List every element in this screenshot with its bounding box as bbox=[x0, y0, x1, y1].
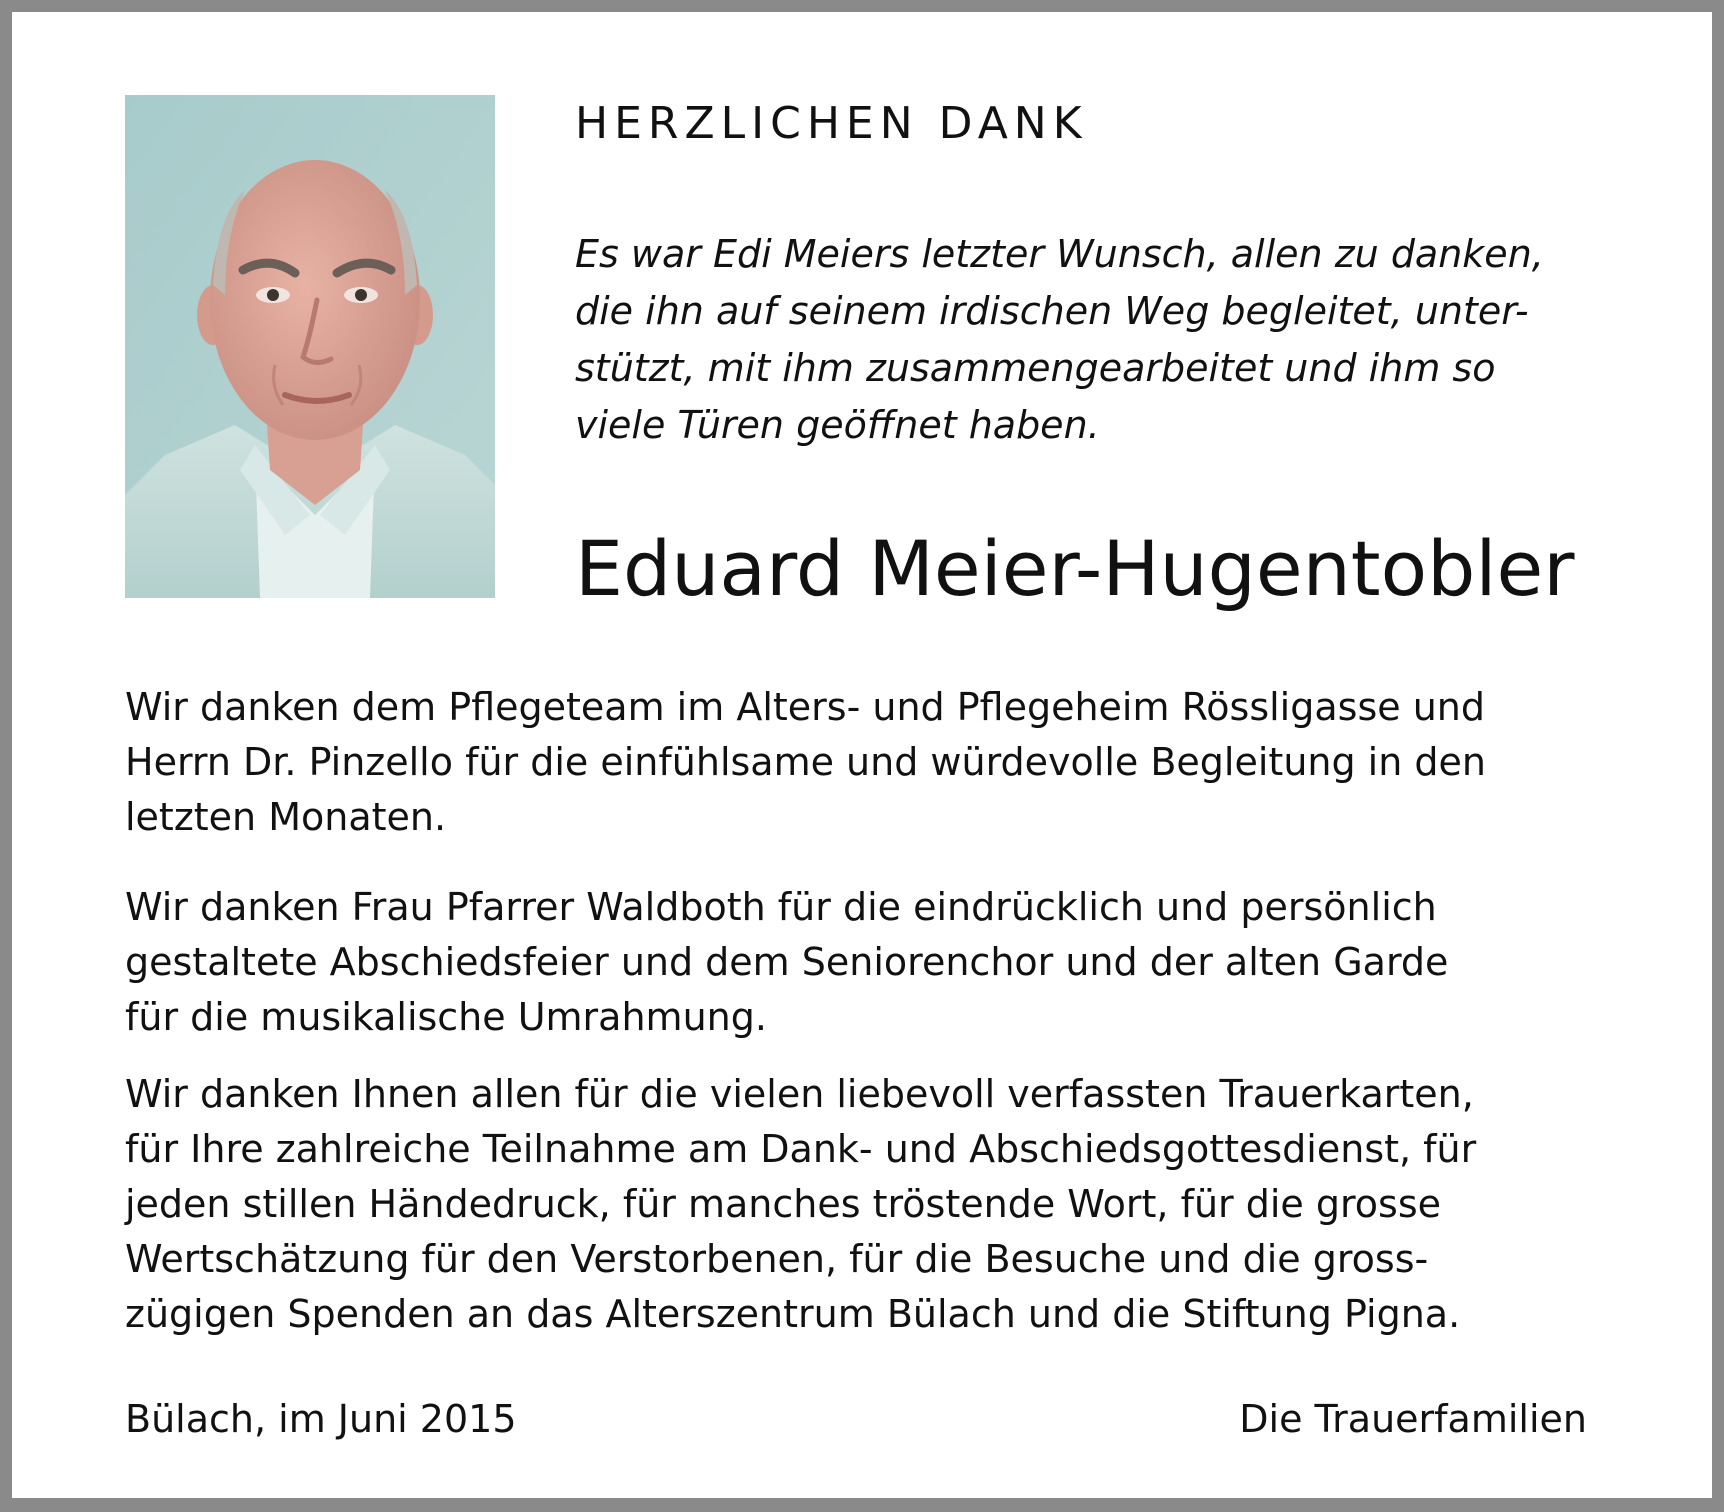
thanks-paragraph-ceremony bbox=[125, 880, 1645, 1045]
notice-card bbox=[12, 12, 1712, 1498]
place-date: Bülach, im Juni 2015 bbox=[125, 1397, 517, 1441]
portrait-illustration bbox=[125, 95, 495, 598]
paragraph-line: letzten Monaten. bbox=[125, 795, 447, 839]
deceased-name: Eduard Meier-Hugentobler bbox=[575, 524, 1575, 613]
paragraph-line: zügigen Spenden an das Alterszentrum Bülach und die Stiftung Pigna. bbox=[125, 1292, 1461, 1336]
quote-line: stützt, mit ihm zusammengearbeitet und ihm so bbox=[575, 346, 1496, 390]
thanks-paragraph-care bbox=[125, 680, 1645, 845]
paragraph-line: für Ihre zahlreiche Teilnahme am Dank- und Abschiedsgottesdienst, für bbox=[125, 1127, 1477, 1171]
paragraph-line: Wir danken Ihnen allen für die vielen liebevoll verfassten Trauerkarten, bbox=[125, 1072, 1474, 1116]
paragraph-line: Wir danken dem Pflegeteam im Alters- und Pflegeheim Rössligasse und bbox=[125, 685, 1485, 729]
paragraph-line: jeden stillen Händedruck, für manches tröstende Wort, für die grosse bbox=[125, 1182, 1442, 1226]
paragraph-line: Wir danken Frau Pfarrer Waldboth für die eindrücklich und persönlich bbox=[125, 885, 1437, 929]
notice-heading: HERZLICHEN DANK bbox=[575, 98, 1088, 149]
quote-line: Es war Edi Meiers letzter Wunsch, allen zu danken, bbox=[575, 232, 1544, 276]
paragraph-line: Herrn Dr. Pinzello für die einfühlsame und würdevolle Begleitung in den bbox=[125, 740, 1486, 784]
quote-text bbox=[575, 226, 1635, 454]
paragraph-line: Wertschätzung für den Verstorbenen, für die Besuche und die gross- bbox=[125, 1237, 1429, 1281]
signature: Die Trauerfamilien bbox=[1239, 1397, 1587, 1441]
thanks-paragraph-all bbox=[125, 1067, 1645, 1342]
quote-line: die ihn auf seinem irdischen Weg begleitet, unter- bbox=[575, 289, 1529, 333]
paragraph-line: für die musikalische Umrahmung. bbox=[125, 995, 767, 1039]
portrait-photo bbox=[125, 95, 495, 598]
paragraph-line: gestaltete Abschiedsfeier und dem Seniorenchor und der alten Garde bbox=[125, 940, 1449, 984]
quote-line: viele Türen geöffnet haben. bbox=[575, 403, 1100, 447]
